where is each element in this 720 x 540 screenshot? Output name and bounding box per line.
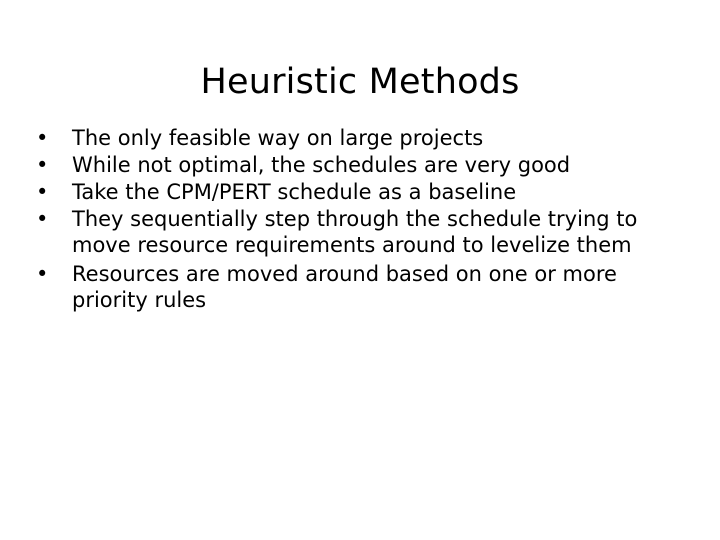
bullet-icon: •: [36, 262, 49, 286]
bullet-item: [36, 206, 696, 258]
bullet-text: Take the CPM/PERT schedule as a baseline: [72, 180, 517, 204]
bullet-text: The only feasible way on large projects: [72, 126, 484, 150]
slide-title: Heuristic Methods: [200, 62, 520, 102]
bullet-icon: •: [36, 180, 49, 204]
bullet-text: While not optimal, the schedules are very good: [72, 153, 571, 177]
bullet-icon: •: [36, 126, 49, 150]
bullet-icon: •: [36, 153, 49, 177]
bullet-icon: •: [36, 207, 49, 231]
bullet-item: [36, 152, 696, 178]
bullet-item: [36, 125, 696, 151]
bullet-list: [36, 125, 696, 314]
bullet-item: [36, 179, 696, 205]
bullet-text: They sequentially step through the schedule trying to move resource requirements around to levelize them: [72, 207, 638, 257]
bullet-item: [36, 261, 696, 313]
bullet-text: Resources are moved around based on one or more priority rules: [72, 262, 617, 312]
